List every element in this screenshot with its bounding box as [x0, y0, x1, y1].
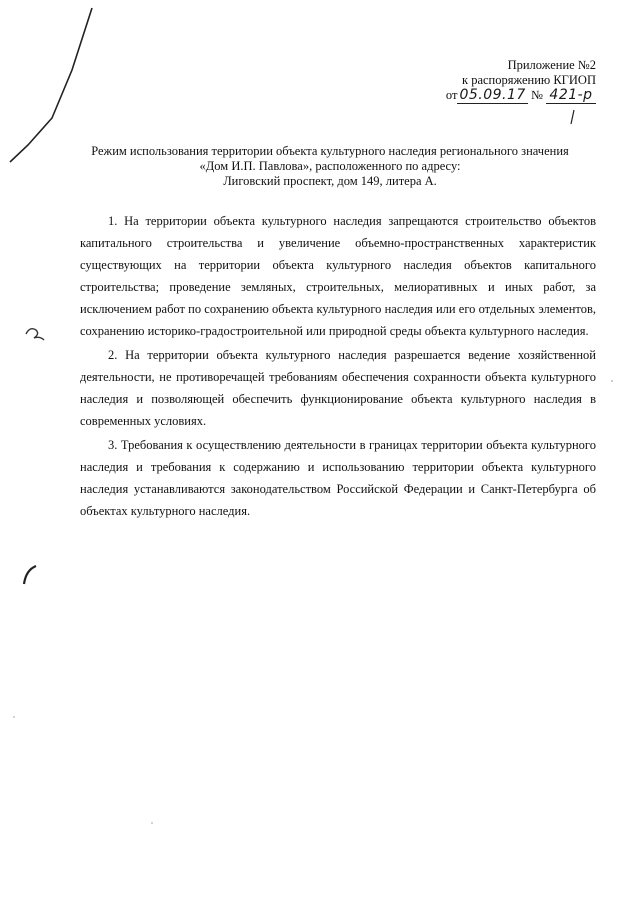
margin-squiggle-mark [26, 329, 44, 340]
paragraph-2: 2. На территории объекта культурного наследия разрешается ведение хозяйственной деятельности, не противоречащей требованиям обеспечения сохранности объекта культурного наследия и позволяющей обеспечить функционирование объекта культурного наследия в современных условиях. [80, 348, 596, 428]
handwritten-order-number: 421-р [546, 88, 596, 104]
date-prefix: от [445, 88, 458, 102]
margin-hook-mark [24, 566, 36, 584]
title-line-3: Лиговский проспект, дом 149, литера А. [223, 174, 437, 188]
title-line-2: «Дом И.П. Павлова», расположенного по адресу: [199, 159, 461, 173]
paragraph-1: 1. На территории объекта культурного наследия запрещаются строительство объектов капитального строительства и увеличение объемно-пространственных характеристик существующих на территории объекта культурного наследия объектов капитального строительства; проведение земляных, строительных, мелиоративных и иных работ, за исключением работ по сохранению объекта культурного наследия или его отдельных элементов, сохранению историко-градостроительной или природной среды объекта культурного наследия. [80, 214, 596, 338]
paragraph-3: 3. Требования к осуществлению деятельности в границах территории объекта культурного наследия и требования к содержанию и использованию территории объекта культурного наследия устанавливаются законодательством Российской Федерации и Санкт-Петербурга об объектах культурного наследия. [80, 438, 596, 518]
document-title [60, 144, 600, 189]
appendix-date-line [446, 88, 596, 104]
appendix-order-ref: к распоряжению КГИОП [462, 73, 596, 87]
handwritten-date: 05.09.17 [459, 87, 526, 103]
signature-tick [571, 110, 574, 124]
diagonal-pen-stroke [10, 8, 92, 162]
appendix-number: Приложение №2 [507, 58, 596, 72]
title-line-1: Режим использования территории объекта культурного наследия регионального значения [91, 144, 569, 158]
appendix-header [446, 58, 596, 104]
document-body [80, 210, 596, 524]
number-prefix: № [530, 88, 543, 102]
